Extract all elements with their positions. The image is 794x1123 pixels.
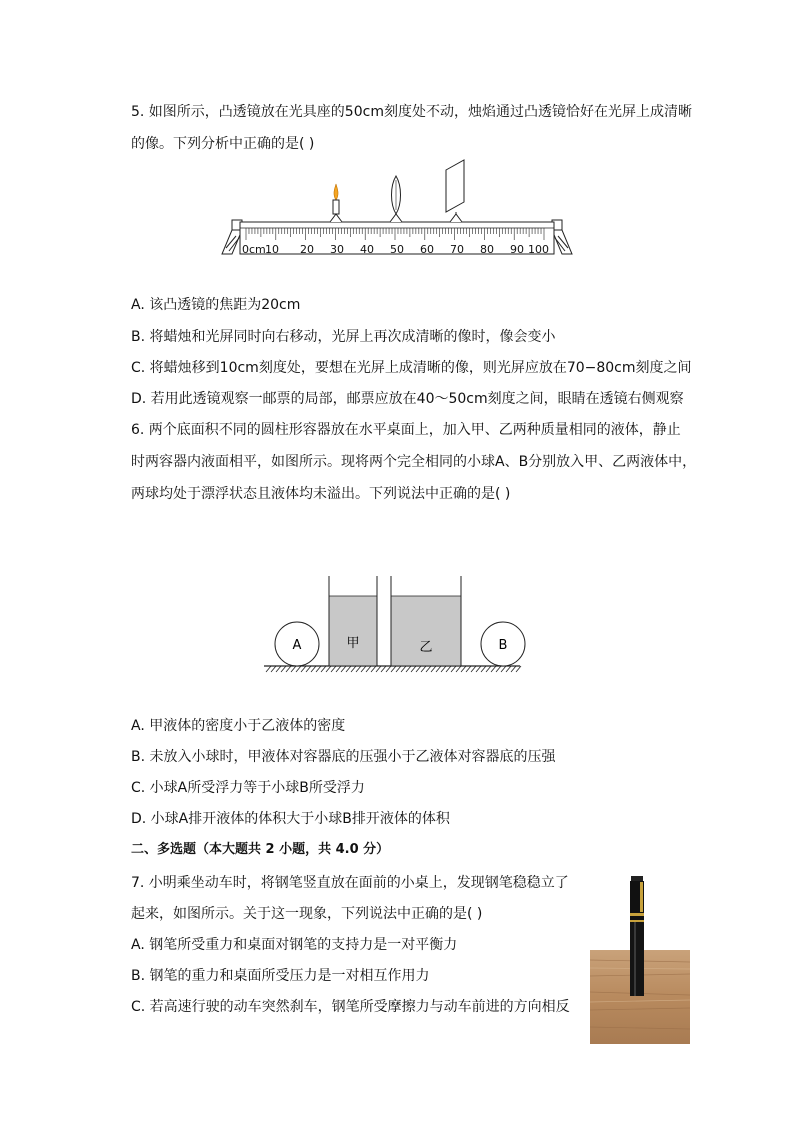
hatch-mark bbox=[376, 666, 381, 672]
hatch-mark bbox=[356, 666, 361, 672]
hatch-mark bbox=[311, 666, 316, 672]
ruler-label-40: 40 bbox=[360, 243, 374, 256]
hatch-mark bbox=[406, 666, 411, 672]
q6-stem-line2: 时两容器内液面相平，如图所示。现将两个完全相同的小球A、B分别放入甲、乙两液体中， bbox=[131, 454, 697, 470]
q5-option-a: A. 该凸透镜的焦距为20cm bbox=[131, 297, 301, 313]
q7-option-c: C. 若高速行驶的动车突然刹车，钢笔所受摩擦力与动车前进的方向相反 bbox=[131, 999, 570, 1015]
optical-bench-figure bbox=[218, 158, 578, 260]
hatch-mark bbox=[426, 666, 431, 672]
hatch-mark bbox=[431, 666, 436, 672]
liquid-yi bbox=[391, 596, 461, 666]
hatch-mark bbox=[281, 666, 286, 672]
liquid-yi-label: 乙 bbox=[419, 640, 433, 655]
hatch-mark bbox=[266, 666, 271, 672]
hatch-mark bbox=[516, 666, 521, 672]
ball-b-label: B bbox=[498, 638, 508, 653]
q5-option-b: B. 将蜡烛和光屏同时向右移动，光屏上再次成清晰的像时，像会变小 bbox=[131, 329, 556, 345]
q5-option-d: D. 若用此透镜观察一邮票的局部，邮票应放在40～50cm刻度之间，眼睛在透镜右侧观察 bbox=[131, 391, 684, 407]
q7-stem-line1: 7. 小明乘坐动车时，将钢笔竖直放在面前的小桌上，发现钢笔稳稳立了 bbox=[131, 875, 569, 891]
q6-option-c: C. 小球A所受浮力等于小球B所受浮力 bbox=[131, 780, 365, 796]
hatch-mark bbox=[301, 666, 306, 672]
ruler-label-80: 80 bbox=[480, 243, 494, 256]
hatch-mark bbox=[306, 666, 311, 672]
hatch-mark bbox=[386, 666, 391, 672]
hatch-mark bbox=[461, 666, 466, 672]
hatch-mark bbox=[441, 666, 446, 672]
hatch-mark bbox=[276, 666, 281, 672]
ruler-label-50: 50 bbox=[390, 243, 404, 256]
light-screen bbox=[446, 160, 464, 222]
liquid-jia-label: 甲 bbox=[346, 636, 360, 651]
hatch-mark bbox=[291, 666, 296, 672]
right-stand bbox=[552, 220, 572, 254]
containers-figure bbox=[258, 570, 528, 680]
hatch-mark bbox=[366, 666, 371, 672]
liquid-jia bbox=[329, 596, 377, 666]
hatch-mark bbox=[396, 666, 401, 672]
q7-option-b: B. 钢笔的重力和桌面所受压力是一对相互作用力 bbox=[131, 968, 430, 984]
hatch-mark bbox=[271, 666, 276, 672]
hatch-mark bbox=[401, 666, 406, 672]
hatch-mark bbox=[411, 666, 416, 672]
ruler-label-20: 20 bbox=[300, 243, 314, 256]
ruler-label-0: 0cm bbox=[242, 243, 266, 256]
hatch-mark bbox=[471, 666, 476, 672]
hatch-mark bbox=[336, 666, 341, 672]
q6-stem-line1: 6. 两个底面积不同的圆柱形容器放在水平桌面上，加入甲、乙两种质量相同的液体，静止 bbox=[131, 422, 681, 438]
pen-on-table-image bbox=[588, 872, 692, 1044]
hatch-mark bbox=[496, 666, 501, 672]
q6-option-b: B. 未放入小球时，甲液体对容器底的压强小于乙液体对容器底的压强 bbox=[131, 749, 556, 765]
hatch-mark bbox=[466, 666, 471, 672]
pen bbox=[630, 876, 644, 996]
hatch-mark bbox=[436, 666, 441, 672]
hatch-mark bbox=[361, 666, 366, 672]
hatch-mark bbox=[506, 666, 511, 672]
ruler-label-60: 60 bbox=[420, 243, 434, 256]
ruler-label-70: 70 bbox=[450, 243, 464, 256]
hatch-mark bbox=[326, 666, 331, 672]
hatch-mark bbox=[371, 666, 376, 672]
hatch-mark bbox=[321, 666, 326, 672]
ruler-label-10: 10 bbox=[265, 243, 279, 256]
convex-lens bbox=[390, 176, 402, 222]
hatch-mark bbox=[316, 666, 321, 672]
hatch-mark bbox=[446, 666, 451, 672]
q6-option-a: A. 甲液体的密度小于乙液体的密度 bbox=[131, 718, 346, 734]
ruler-label-100: 100 bbox=[528, 243, 549, 256]
hatch-mark bbox=[511, 666, 516, 672]
ball-a-label: A bbox=[292, 638, 302, 653]
candle bbox=[330, 184, 342, 222]
ruler-label-30: 30 bbox=[330, 243, 344, 256]
left-stand bbox=[222, 220, 242, 254]
q5-stem-line2: 的像。下列分析中正确的是( ) bbox=[131, 136, 315, 152]
q6-stem-line3: 两球均处于漂浮状态且液体均未溢出。下列说法中正确的是( ) bbox=[131, 486, 511, 502]
hatch-mark bbox=[416, 666, 421, 672]
hatch-mark bbox=[501, 666, 506, 672]
hatch-mark bbox=[381, 666, 386, 672]
section-title: 二、多选题（本大题共 2 小题，共 4.0 分） bbox=[131, 842, 390, 857]
q5-stem-line1: 5. 如图所示，凸透镜放在光具座的50cm刻度处不动，烛焰通过凸透镜恰好在光屏上成清晰 bbox=[131, 104, 692, 120]
q6-option-d: D. 小球A排开液体的体积大于小球B排开液体的体积 bbox=[131, 811, 450, 827]
hatch-mark bbox=[331, 666, 336, 672]
q7-stem-line2: 起来，如图所示。关于这一现象，下列说法中正确的是( ) bbox=[131, 906, 483, 922]
q5-option-c: C. 将蜡烛移到10cm刻度处，要想在光屏上成清晰的像，则光屏应放在70−80cm刻度之间 bbox=[131, 360, 692, 376]
hatch-mark bbox=[296, 666, 301, 672]
ground-hatching bbox=[266, 666, 521, 672]
hatch-mark bbox=[351, 666, 356, 672]
hatch-mark bbox=[286, 666, 291, 672]
q7-option-a: A. 钢笔所受重力和桌面对钢笔的支持力是一对平衡力 bbox=[131, 937, 458, 953]
hatch-mark bbox=[456, 666, 461, 672]
hatch-mark bbox=[481, 666, 486, 672]
ruler-label-90: 90 bbox=[510, 243, 524, 256]
hatch-mark bbox=[421, 666, 426, 672]
hatch-mark bbox=[391, 666, 396, 672]
hatch-mark bbox=[451, 666, 456, 672]
hatch-mark bbox=[476, 666, 481, 672]
hatch-mark bbox=[346, 666, 351, 672]
hatch-mark bbox=[486, 666, 491, 672]
hatch-mark bbox=[491, 666, 496, 672]
hatch-mark bbox=[341, 666, 346, 672]
